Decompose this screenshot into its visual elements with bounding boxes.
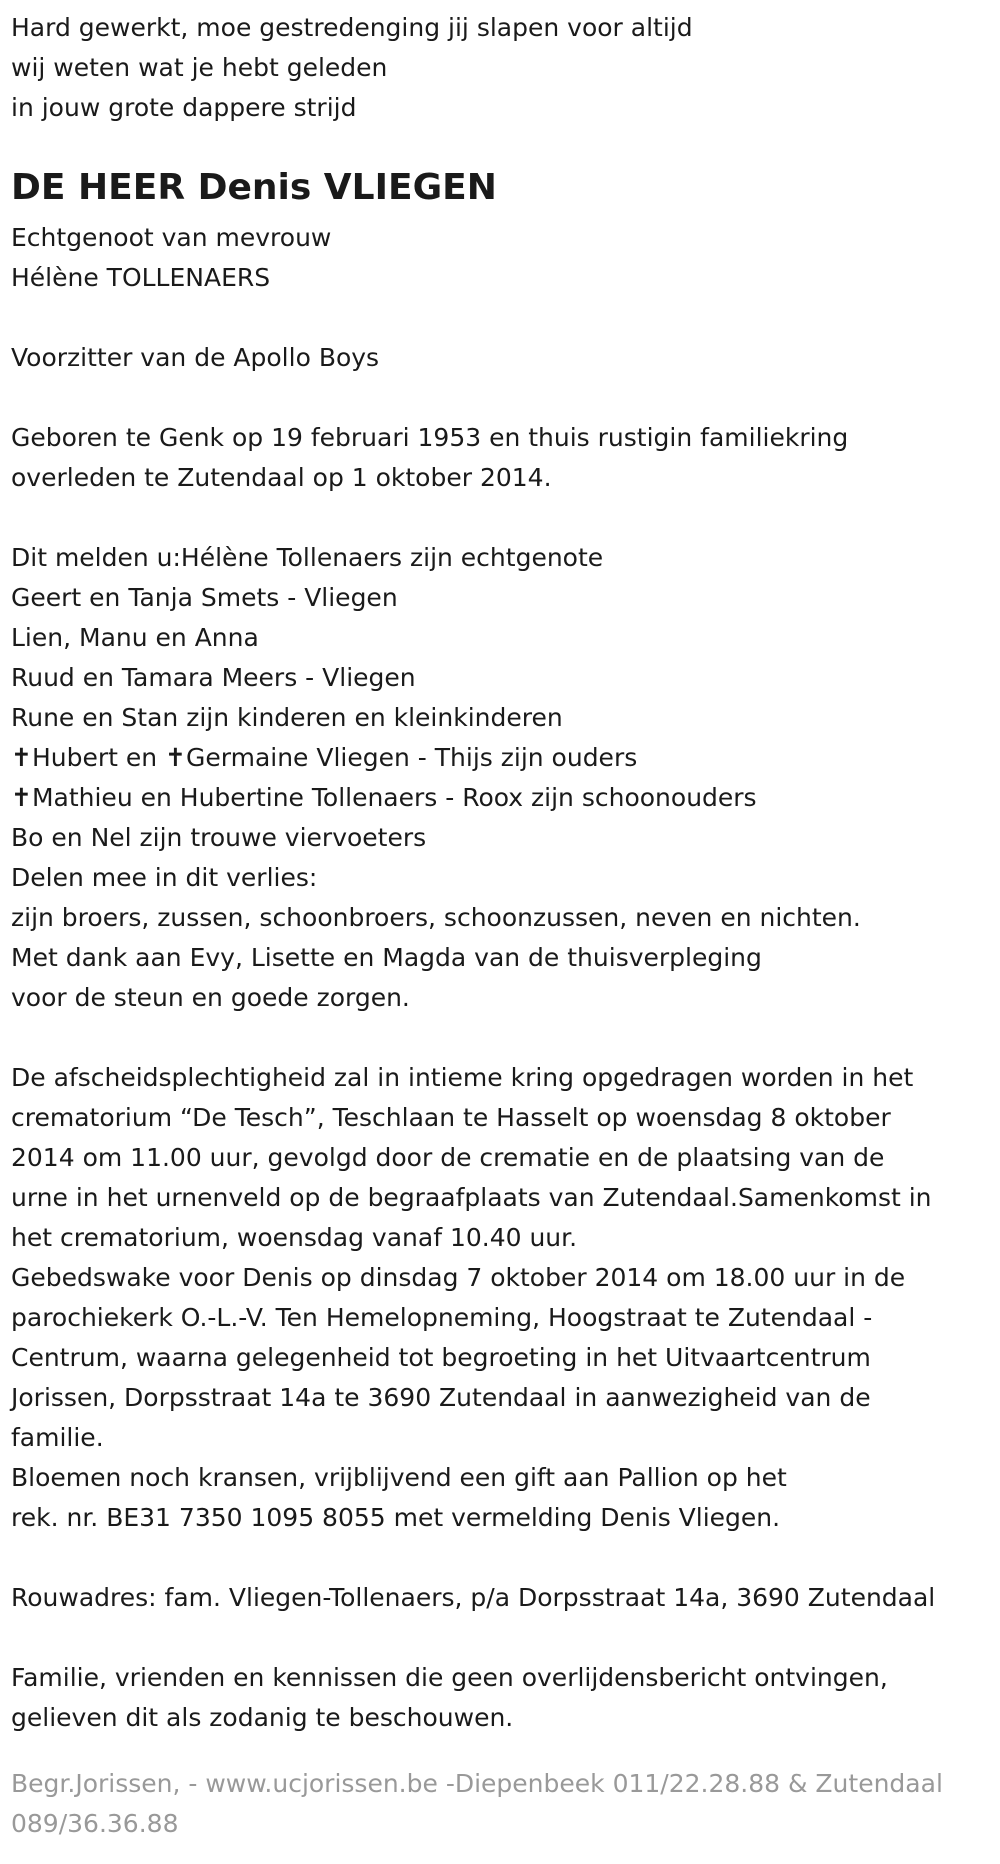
ceremony-details <box>11 1058 996 1538</box>
announcer-line: voor de steun en goede zorgen. <box>11 983 410 1012</box>
ceremony-line: Jorissen, Dorpsstraat 14a te 3690 Zutendaal in aanwezigheid van de <box>11 1383 871 1412</box>
spouse-name: Hélène TOLLENAERS <box>11 263 271 292</box>
deceased-role: Voorzitter van de Apollo Boys <box>11 343 380 372</box>
ceremony-line: urne in het urnenveld op de begraafplaats van Zutendaal.Samenkomst in <box>11 1183 932 1212</box>
ceremony-line: 2014 om 11.00 uur, gevolgd door de crematie en de plaatsing van de <box>11 1143 885 1172</box>
ceremony-line: crematorium “De Tesch”, Teschlaan te Hasselt op woensdag 8 oktober <box>11 1103 891 1132</box>
footer-line: Begr.Jorissen, - www.ucjorissen.be -Diepenbeek 011/22.28.88 & Zutendaal <box>11 1769 943 1798</box>
ceremony-line: het crematorium, woensdag vanaf 10.40 uur. <box>11 1223 578 1252</box>
announcer-line: Met dank aan Evy, Lisette en Magda van de thuisverpleging <box>11 943 762 972</box>
birth-death-info <box>11 418 996 498</box>
ceremony-line: De afscheidsplechtigheid zal in intieme kring opgedragen worden in het <box>11 1063 914 1092</box>
announcer-line: Bo en Nel zijn trouwe viervoeters <box>11 823 427 852</box>
poem-line: Hard gewerkt, moe gestredenging jij slapen voor altijd <box>11 13 693 42</box>
closing-note <box>11 1658 996 1738</box>
poem-line: in jouw grote dappere strijd <box>11 93 357 122</box>
deceased-name: DE HEER Denis VLIEGEN <box>11 167 497 208</box>
announcer-line: Lien, Manu en Anna <box>11 623 259 652</box>
announcer-line: Ruud en Tamara Meers - Vliegen <box>11 663 416 692</box>
cross-icon: ✝ <box>165 743 186 772</box>
parents-line <box>11 738 996 778</box>
death-line: overleden te Zutendaal op 1 oktober 2014. <box>11 463 552 492</box>
parents-text-a: Hubert en <box>31 743 166 772</box>
closing-line: Familie, vrienden en kennissen die geen overlijdensbericht ontvingen, <box>11 1663 888 1692</box>
poem <box>11 8 996 128</box>
announcer-line: Rune en Stan zijn kinderen en kleinkinderen <box>11 703 563 732</box>
announcers-list <box>11 538 996 1018</box>
footer-line: 089/36.36.88 <box>11 1809 179 1838</box>
closing-line: gelieven dit als zodanig te beschouwen. <box>11 1703 514 1732</box>
announcer-line: Geert en Tanja Smets - Vliegen <box>11 583 398 612</box>
ceremony-line: rek. nr. BE31 7350 1095 8055 met vermelding Denis Vliegen. <box>11 1503 781 1532</box>
ceremony-line: Centrum, waarna gelegenheid tot begroeting in het Uitvaartcentrum <box>11 1343 871 1372</box>
parents-text-b: Germaine Vliegen - Thijs zijn ouders <box>186 743 638 772</box>
announcer-line: Delen mee in dit verlies: <box>11 863 318 892</box>
funeral-home-footer <box>11 1764 996 1844</box>
announcer-line: zijn broers, zussen, schoonbroers, schoonzussen, neven en nichten. <box>11 903 861 932</box>
cross-icon: ✝ <box>11 743 32 772</box>
ceremony-line: parochiekerk O.-L.-V. Ten Hemelopneming, Hoogstraat te Zutendaal - <box>11 1303 873 1332</box>
ceremony-line: Gebedswake voor Denis op dinsdag 7 oktober 2014 om 18.00 uur in de <box>11 1263 906 1292</box>
announcer-line: Dit melden u:Hélène Tollenaers zijn echtgenote <box>11 543 604 572</box>
obituary-notice <box>11 8 996 1738</box>
ceremony-line: Bloemen noch kransen, vrijblijvend een gift aan Pallion op het <box>11 1463 787 1492</box>
inlaws-text: Mathieu en Hubertine Tollenaers - Roox zijn schoonouders <box>31 783 757 812</box>
inlaws-line <box>11 778 996 818</box>
spouse-line: Echtgenoot van mevrouw <box>11 223 332 252</box>
mourning-address: Rouwadres: fam. Vliegen-Tollenaers, p/a Dorpsstraat 14a, 3690 Zutendaal <box>11 1583 936 1612</box>
ceremony-line: familie. <box>11 1423 104 1452</box>
poem-line: wij weten wat je hebt geleden <box>11 53 388 82</box>
cross-icon: ✝ <box>11 783 32 812</box>
birth-line: Geboren te Genk op 19 februari 1953 en thuis rustigin familiekring <box>11 423 849 452</box>
